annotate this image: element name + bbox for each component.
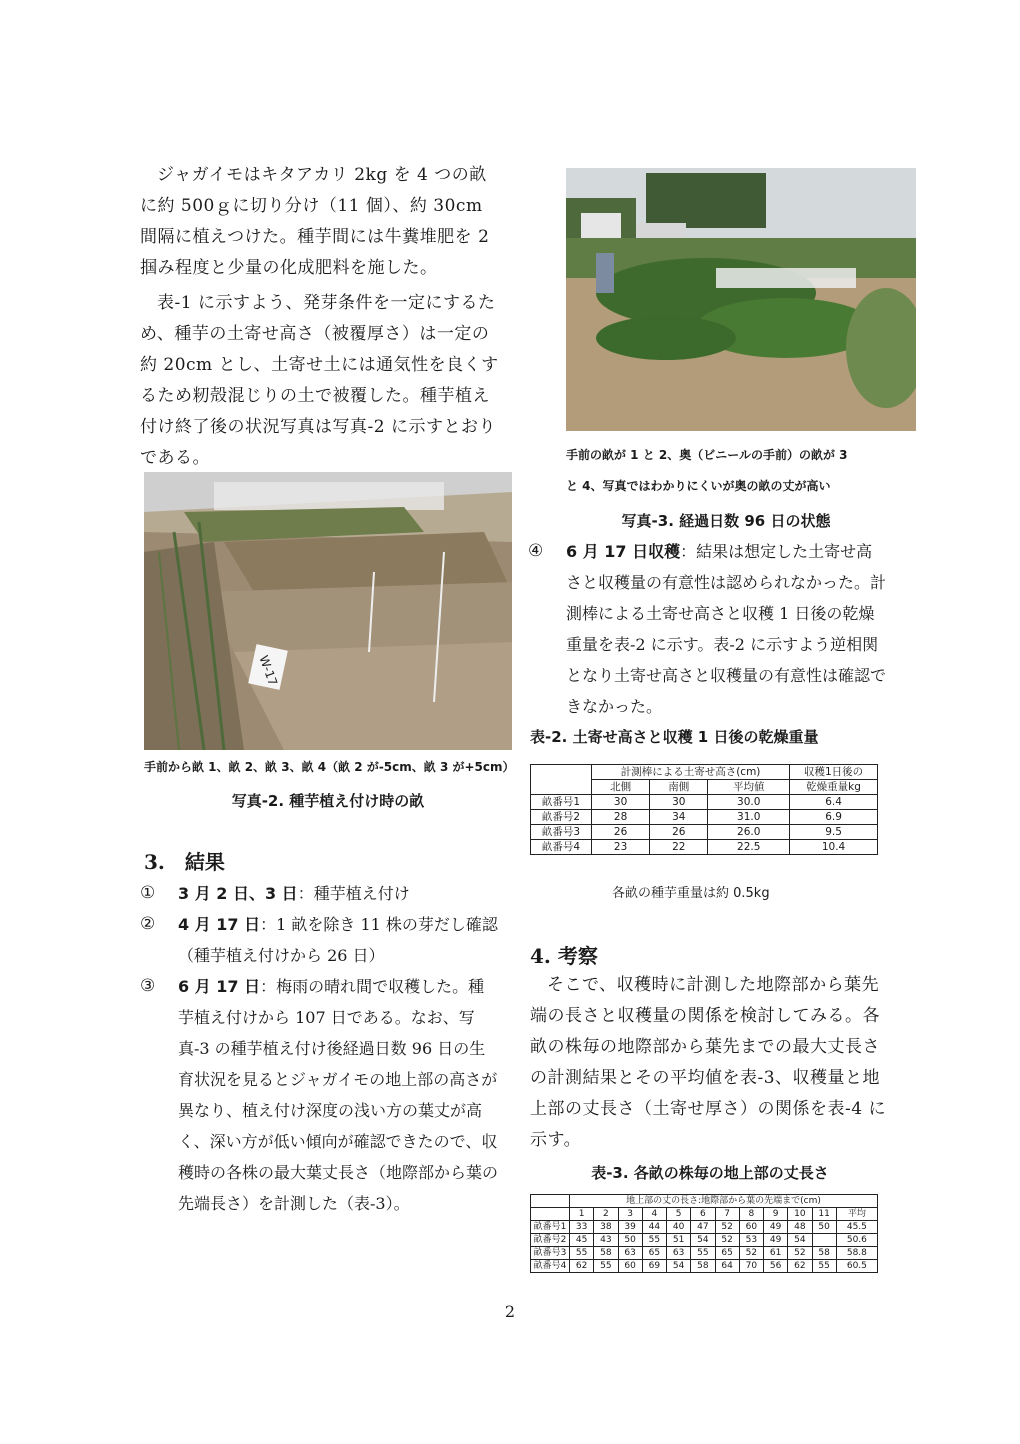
- table-row: 畝番号4 62 55 60 69 54 58 64 70 56 62 55 60.5: [531, 1260, 878, 1273]
- table-row: 畝番号2 28 34 31.0 6.9: [531, 810, 878, 825]
- photo-2-image: [144, 472, 512, 750]
- photo-2-sign: W-17: [256, 653, 281, 688]
- intro-paragraph: ジャガイモはキタアカリ 2kg を 4 つの畝に約 500ｇに切り分け（11 個）、約 30cm 間隔に植えつけた。種芋間には牛糞堆肥を 2 掴み程度と少量の化成肥料を施した。: [140, 165, 490, 278]
- column-header: 3: [618, 1208, 642, 1221]
- column-header: 7: [715, 1208, 739, 1221]
- column-header: 4: [642, 1208, 666, 1221]
- result-item-1: [140, 878, 500, 909]
- table-2-note: 各畝の種芋重量は約 0.5kg: [612, 886, 770, 901]
- column-header: 2: [594, 1208, 618, 1221]
- page-number: 2: [504, 1302, 516, 1321]
- item-text: ：梅雨の晴れ間で収穫した。種芋植え付けから 107 日である。なお、写真-3 の種芋植え付け後経過日数 96 日の生育状況を見るとジャガイモの地上部の高さが異なり、植え付け深度の浅い方の葉丈が高く、深い方が低い傾向が確認できたので、収穫時の各株の最大葉丈長さ（地際部から葉の先端長さ）を計測した（表-3）。: [178, 977, 499, 1213]
- item-text: ：1 畝を除き 11 株の芽だし確認（種芋植え付けから 26 日）: [178, 915, 498, 965]
- intro-text: [140, 160, 500, 474]
- table-row: [531, 1208, 878, 1221]
- row-label: 畝番号4: [531, 840, 592, 855]
- photo-3-image: [566, 168, 916, 431]
- row-label: 畝番号1: [531, 795, 592, 810]
- table-header: 南側: [650, 780, 708, 795]
- table-row: 畝番号2 45 43 50 55 51 54 52 53 49 54 50.6: [531, 1234, 878, 1247]
- column-header: 8: [739, 1208, 763, 1221]
- table-header: 地上部の丈の長さ:地際部から葉の先端まで(cm): [570, 1195, 878, 1208]
- table-row: 畝番号1 30 30 30.0 6.4: [531, 795, 878, 810]
- photo-3-title: 写真-3. 経過日数 96 日の状態: [621, 512, 831, 530]
- item-marker: ④: [528, 541, 544, 561]
- item-marker: ②: [140, 914, 156, 934]
- photo-2: [144, 472, 512, 750]
- intro-paragraph: 表-1 に示すよう、発芽条件を一定にするため、種芋の土寄せ高さ（被覆厚さ）は一定の約 20cm とし、土寄せ土には通気性を良くするため籾殻混じりの土で被覆した。種芋植え付け終了後の状況写真は写真-2 に示すとおりである。: [140, 293, 499, 468]
- result-item-2: [140, 909, 500, 971]
- table-row: 畝番号3 55 58 63 65 63 55 65 52 61 52 58 58.8: [531, 1247, 878, 1260]
- item-marker: ①: [140, 883, 156, 903]
- table-header: 北側: [592, 780, 650, 795]
- section-4-heading: 4. 考察: [530, 944, 598, 968]
- section-3-heading: 3. 結果: [144, 850, 225, 874]
- row-label: 畝番号2: [531, 810, 592, 825]
- table-header: 収穫1日後の: [790, 765, 878, 780]
- item-marker: ③: [140, 976, 156, 996]
- section-4-text: そこで、収穫時に計測した地際部から葉先端の長さと収穫量の関係を検討してみる。各畝の株毎の地際部から葉先までの最大丈長さの計測結果とその平均値を表-3、収穫量と地上部の丈長さ（土寄せ厚さ）の関係を表-4 に示す。: [530, 975, 886, 1150]
- photo-2-title: 写真-2. 種芋植え付け時の畝: [231, 792, 425, 810]
- row-label: 畝番号3: [531, 825, 592, 840]
- result-item-3: [140, 971, 500, 1219]
- column-header: 5: [667, 1208, 691, 1221]
- column-header: 1: [570, 1208, 594, 1221]
- table-row: 畝番号3 26 26 26.0 9.5: [531, 825, 878, 840]
- table-2: [530, 764, 878, 855]
- row-label: 畝番号1: [531, 1221, 570, 1234]
- row-label: 畝番号2: [531, 1234, 570, 1247]
- row-label: 畝番号4: [531, 1260, 570, 1273]
- column-header: 平均: [836, 1208, 877, 1221]
- section-3-items: [140, 878, 500, 1219]
- item-text: ：結果は想定した土寄せ高さと収穫量の有意性は認められなかった。計測棒による土寄せ高さと収穫 1 日後の乾燥重量を表-2 に示す。表-2 に示すよう逆相関となり土寄せ高さと収穫量の有意性は確認できなかった。: [566, 542, 887, 716]
- photo-3-caption-line-1: 手前の畝が 1 と 2、奥（ビニールの手前）の畝が 3: [566, 448, 848, 462]
- row-label: 畝番号3: [531, 1247, 570, 1260]
- result-item-4: [528, 536, 888, 722]
- item-label: 6 月 17 日収穫: [566, 542, 681, 561]
- photo-3-caption: [566, 440, 926, 502]
- table-header: 計測棒による土寄せ高さ(cm): [592, 765, 790, 780]
- table-row: 畝番号4 23 22 22.5 10.4: [531, 840, 878, 855]
- item-label: 3 月 2 日、3 日: [178, 884, 298, 903]
- table-header: 乾燥重量kg: [790, 780, 878, 795]
- table-2-title: 表-2. 土寄せ高さと収穫 1 日後の乾燥重量: [530, 728, 819, 746]
- photo-2-caption: 手前から畝 1、畝 2、畝 3、畝 4（畝 2 が-5cm、畝 3 が+5cm）: [144, 760, 515, 774]
- column-header: 10: [788, 1208, 812, 1221]
- item-label: 6 月 17 日: [178, 977, 261, 996]
- table-row: 畝番号1 33 38 39 44 40 47 52 60 49 48 50 45.5: [531, 1221, 878, 1234]
- table-header: 平均値: [708, 780, 790, 795]
- item-label: 4 月 17 日: [178, 915, 261, 934]
- table-row: [531, 1195, 878, 1208]
- table-row: [531, 765, 878, 780]
- column-header: 11: [812, 1208, 836, 1221]
- item-text: ：種芋植え付け: [297, 884, 410, 903]
- table-3: [530, 1194, 878, 1273]
- photo-3: [566, 168, 916, 431]
- photo-3-caption-line-2: と 4、写真ではわかりにくいが奥の畝の丈が高い: [566, 479, 831, 493]
- column-header: 6: [691, 1208, 715, 1221]
- column-header: 9: [764, 1208, 788, 1221]
- table-3-title: 表-3. 各畝の株毎の地上部の丈長さ: [591, 1164, 829, 1182]
